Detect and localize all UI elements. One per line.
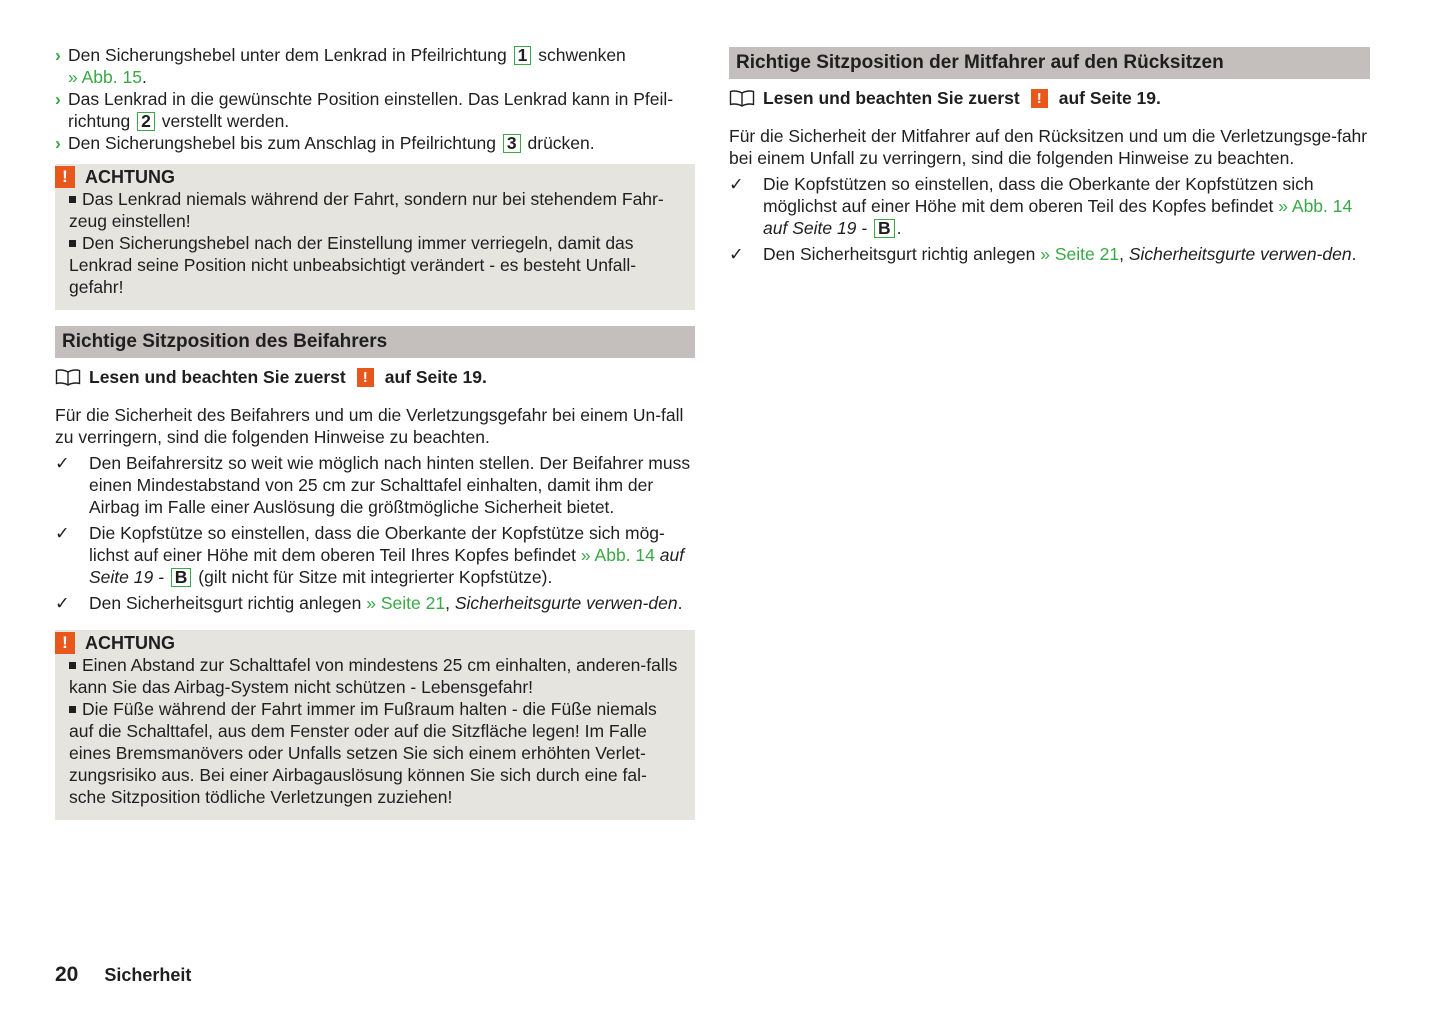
check-text: Den Sicherheitsgurt richtig anlegen <box>89 593 362 613</box>
step-item <box>55 44 695 88</box>
check-item <box>729 243 1370 265</box>
read-first-note <box>729 87 1370 109</box>
chapter-name: Sicherheit <box>104 965 192 985</box>
square-bullet-icon <box>69 240 76 247</box>
punctuation: . <box>896 218 902 238</box>
square-bullet-icon <box>69 662 76 669</box>
check-item <box>55 452 695 518</box>
check-item <box>55 522 695 588</box>
warning-text: Das Lenkrad niemals während der Fahrt, sondern nur bei stehendem Fahr-zeug einstellen! <box>69 189 664 231</box>
warning-item <box>69 188 681 232</box>
intro-paragraph: Für die Sicherheit des Beifahrers und um die Verletzungsgefahr bei einem Un-fall zu verringern, sind die folgenden Hinweise zu beachten. <box>55 405 684 447</box>
section-title: Richtige Sitzposition des Beifahrers <box>55 326 695 358</box>
punctuation: . <box>141 67 147 87</box>
warning-header <box>55 630 681 654</box>
page-footer <box>55 964 191 986</box>
warning-text: Den Sicherungshebel nach der Einstellung immer verriegeln, damit das Lenkrad seine Position nicht unbeabsichtigt verändert - es besteht Unfall-gefahr! <box>69 233 637 297</box>
read-first-text: Lesen und beachten Sie zuerst <box>763 88 1020 108</box>
warning-icon: ! <box>357 368 374 387</box>
page-ref-italic: auf Seite 19 - <box>89 545 685 587</box>
figure-callout-box: 2 <box>137 112 155 131</box>
figure-callout-box: 3 <box>503 134 521 153</box>
step-text: schwenken <box>538 45 626 65</box>
step-text: verstellt werden. <box>161 111 290 131</box>
read-first-note <box>55 366 695 388</box>
check-text: Den Beifahrersitz so weit wie möglich nach hinten stellen. Der Beifahrer muss einen Mindestabstand von 25 cm zur Schalttafel einhalten, damit ihm der Airbag im Falle einer Auslösung die größtmögliche Sicherheit bietet. <box>89 453 691 517</box>
figure-link[interactable]: » Abb. 14 <box>580 545 655 565</box>
figure-callout-box: B <box>874 219 895 238</box>
step-item <box>55 88 695 132</box>
punctuation: , <box>445 593 450 613</box>
page-reference[interactable]: auf Seite 19. <box>1058 88 1161 108</box>
page-link[interactable]: » Seite 21 <box>366 593 446 613</box>
page-reference[interactable]: auf Seite 19. <box>384 367 487 387</box>
warning-title: ACHTUNG <box>85 167 175 187</box>
checkmark-icon: ✓ <box>55 453 70 473</box>
figure-callout-box: 1 <box>514 46 532 65</box>
square-bullet-icon <box>69 706 76 713</box>
warning-header <box>55 164 681 188</box>
warning-item <box>69 698 681 808</box>
figure-link[interactable]: » Abb. 15 <box>68 67 142 87</box>
punctuation: , <box>1119 244 1124 264</box>
page-number: 20 <box>55 963 79 986</box>
right-column <box>729 47 1370 265</box>
book-icon <box>729 89 755 107</box>
check-item <box>55 592 695 614</box>
square-bullet-icon <box>69 196 76 203</box>
warning-icon: ! <box>1031 89 1048 108</box>
check-text: Die Kopfstütze so einstellen, dass die Oberkante der Kopfstütze sich mög-lichst auf einer Höhe mit dem oberen Teil Ihres Kopfes befindet <box>89 523 665 565</box>
warning-title: ACHTUNG <box>85 633 175 653</box>
step-text: Den Sicherungshebel bis zum Anschlag in Pfeilrichtung <box>68 133 497 153</box>
step-text: Das Lenkrad in die gewünschte Position einstellen. Das Lenkrad kann in Pfeil-richtung <box>68 89 674 131</box>
intro-paragraph: Für die Sicherheit der Mitfahrer auf den Rücksitzen und um die Verletzungsge-fahr bei einem Unfall zu verringern, sind die folgenden Hinweise zu beachten. <box>729 126 1368 168</box>
checkmark-icon: ✓ <box>729 174 744 194</box>
read-first-text: Lesen und beachten Sie zuerst <box>89 367 346 387</box>
warning-text: Einen Abstand zur Schalttafel von mindestens 25 cm einhalten, anderen-falls kann Sie das Airbag-System nicht schützen - Lebensgefahr! <box>69 655 678 697</box>
checkmark-icon: ✓ <box>729 244 744 264</box>
chevron-icon: › <box>55 89 61 109</box>
chevron-icon: › <box>55 45 61 65</box>
figure-link[interactable]: » Abb. 14 <box>1278 196 1353 216</box>
check-text: Die Kopfstützen so einstellen, dass die Oberkante der Kopfstützen sich möglichst auf einer Höhe mit dem oberen Teil des Kopfes befindet <box>763 174 1314 216</box>
section-title: Richtige Sitzposition der Mitfahrer auf den Rücksitzen <box>729 47 1370 79</box>
step-text: Den Sicherungshebel unter dem Lenkrad in Pfeilrichtung <box>68 45 507 65</box>
book-icon <box>55 368 81 386</box>
warning-icon: ! <box>55 166 75 188</box>
warning-box <box>55 164 695 310</box>
chevron-icon: › <box>55 133 61 153</box>
step-text: drücken. <box>527 133 595 153</box>
page-link[interactable]: » Seite 21 <box>1040 244 1120 264</box>
left-column <box>55 44 695 836</box>
punctuation: . <box>1351 244 1357 264</box>
punctuation: . <box>677 593 683 613</box>
check-item <box>729 173 1370 239</box>
warning-text: Die Füße während der Fahrt immer im Fußraum halten - die Füße niemals auf die Schalttafel, aus dem Fenster oder auf die Sitzfläche legen! Im Falle eines Bremsmanövers oder Unfalls setzen Sie sich einem erhöhten Verlet-zungsrisiko aus. Bei einer Airbagauslösung können Sie sich durch eine fal-sche Sitzposition tödliche Verletzungen zuziehen! <box>69 699 657 807</box>
chapter-title-italic: Sicherheitsgurte verwen-den <box>454 593 678 613</box>
step-item <box>55 132 695 154</box>
figure-callout-box: B <box>171 568 192 587</box>
warning-icon: ! <box>55 632 75 654</box>
warning-item <box>69 654 681 698</box>
check-text: Den Sicherheitsgurt richtig anlegen <box>763 244 1036 264</box>
page-ref-italic: auf Seite 19 - <box>763 218 868 238</box>
warning-item <box>69 232 681 298</box>
chapter-title-italic: Sicherheitsgurte verwen-den <box>1128 244 1352 264</box>
checkmark-icon: ✓ <box>55 593 70 613</box>
warning-box <box>55 630 695 820</box>
checkmark-icon: ✓ <box>55 523 70 543</box>
check-text: (gilt nicht für Sitze mit integrierter Kopfstütze). <box>198 567 553 587</box>
